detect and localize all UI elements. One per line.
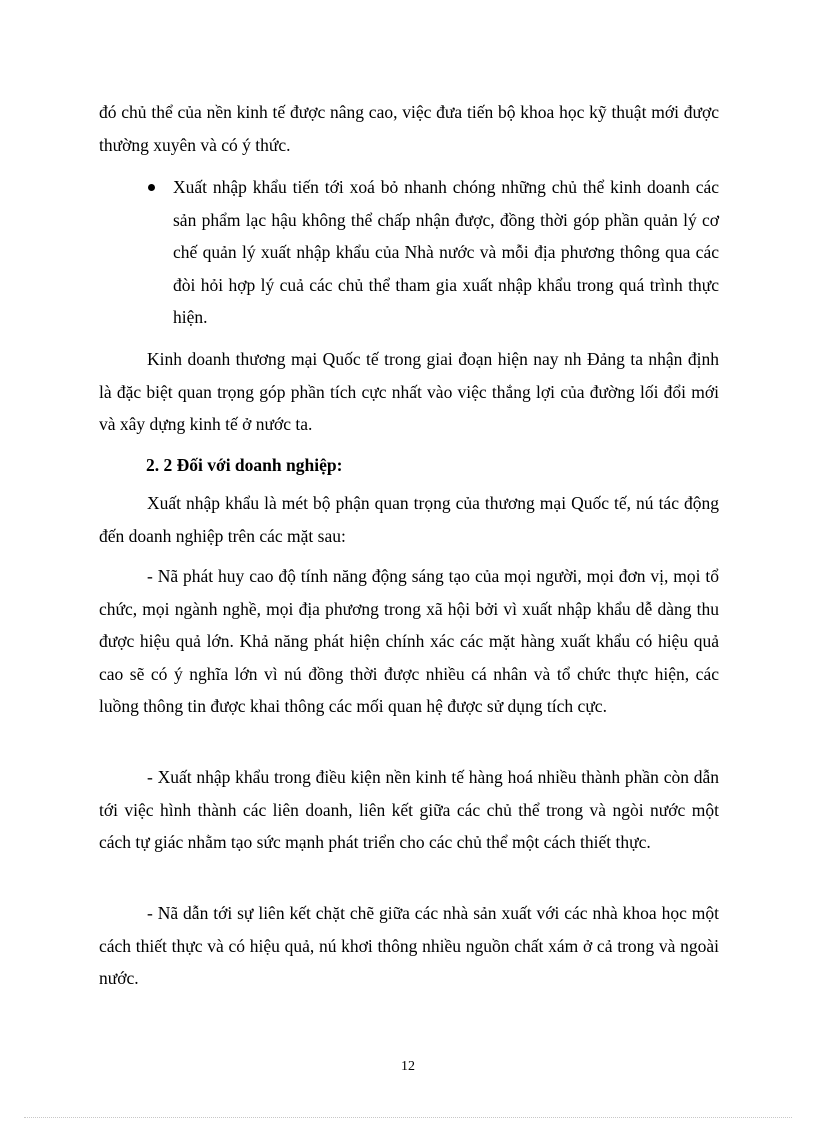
paragraph-import-export-role: Xuất nhập khẩu là mét bộ phận quan trọng của thương mại Quốc tế, nú tác động đến doanh nghiệp trên các mặt sau: (99, 493, 719, 546)
bullet-text: Xuất nhập khẩu tiến tới xoá bỏ nhanh chóng những chủ thể kinh doanh các sản phẩm lạc hậu không thể chấp nhận được, đồng thời góp phần quản lý cơ chế quản lý xuất nhập khẩu của Nhà nước và mỗi địa phương thông qua các đòi hỏi hợp lý cuả các chủ thể tham gia xuất nhập khẩu trong quá trình thực hiện. (173, 177, 719, 327)
bullet-dot-icon (148, 184, 155, 191)
section-heading: 2. 2 Đối với doanh nghiệp: (146, 455, 343, 475)
paragraph-dynamism: - Nã phát huy cao độ tính năng động sáng tạo của mọi người, mọi đơn vị, mọi tổ chức, mọi ngành nghề, mọi địa phương trong xã hội bởi vì xuất nhập khẩu dễ dàng thu được hiệu quả lớn. Khả năng phát hiện chính xác các mặt hàng xuất khẩu có hiệu quả cao sẽ có ý nghĩa lớn vì nú đồng thời được nhiều cá nhân và tổ chức thực hiện, các luồng thông tin được khai thông các mối quan hệ được sử dụng tích cực. (99, 566, 719, 716)
footer-divider (24, 1117, 792, 1118)
paragraph-international-trade: Kinh doanh thương mại Quốc tế trong giai đoạn hiện nay nh Đảng ta nhận định là đặc biệt quan trọng góp phần tích cực nhất vào việc thắng lợi của đường lối đổi mới và xây dựng kinh tế ở nước ta. (99, 349, 719, 434)
page-number: 12 (401, 1059, 415, 1074)
paragraph-joint-ventures: - Xuất nhập khẩu trong điều kiện nền kinh tế hàng hoá nhiều thành phần còn dẫn tới việc hình thành các liên doanh, liên kết giữa các chủ thể trong và ngòi nước một cách tự giác nhằm tạo sức mạnh phát triển cho các chủ thể một cách thiết thực. (99, 767, 719, 852)
paragraph-science-linkage: - Nã dẫn tới sự liên kết chặt chẽ giữa các nhà sản xuất với các nhà khoa học một cách thiết thực và có hiệu quả, nú khơi thông nhiều nguồn chất xám ở cả trong và ngoài nước. (99, 903, 719, 988)
paragraph-intro-continuation: đó chủ thể của nền kinh tế được nâng cao, việc đưa tiến bộ khoa học kỹ thuật mới được thường xuyên và có ý thức. (99, 102, 719, 155)
